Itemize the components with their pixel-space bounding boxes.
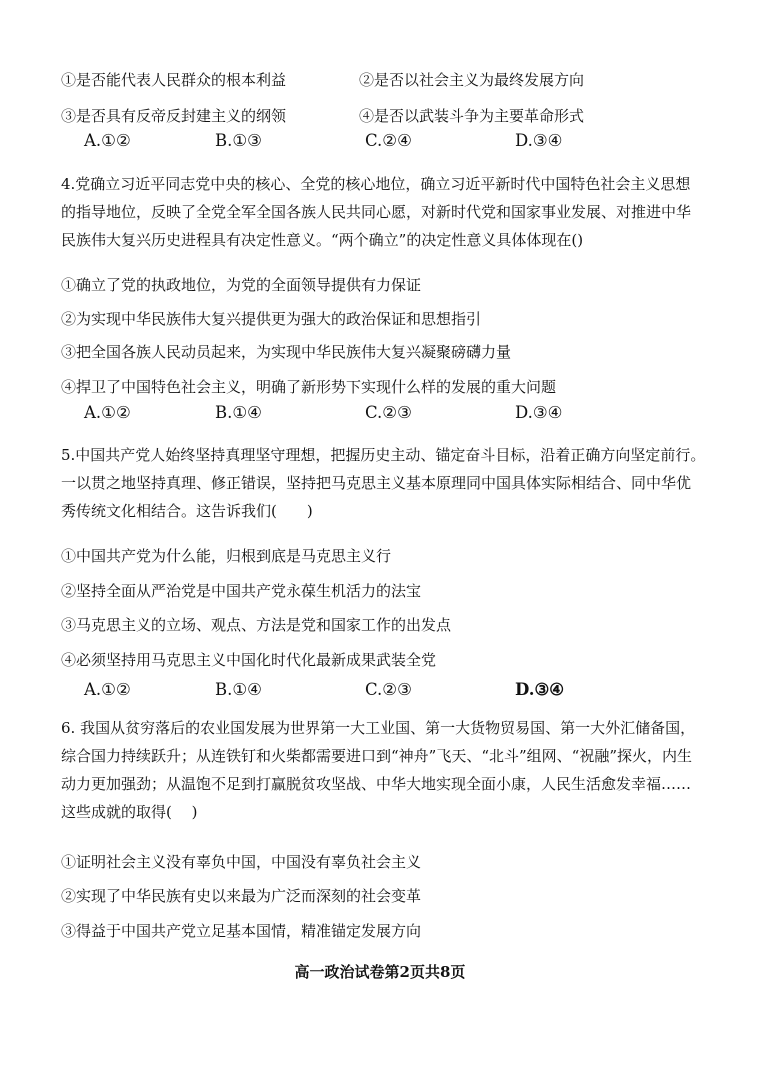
q6-option-2: ②实现了中华民族有史以来最为广泛而深刻的社会变革 (61, 887, 422, 905)
q5-stem-line: 一以贯之地坚持真理、修正错误，坚持把马克思主义基本原理同中国具体实际相结合、同中华优 (61, 474, 692, 492)
q3-option-4: ④是否以武装斗争为主要革命形式 (359, 107, 585, 125)
q4-option-3: ③把全国各族人民动员起来，为实现中华民族伟大复兴凝聚磅礴力量 (61, 343, 512, 361)
q4-stem-line: 民族伟大复兴历史进程具有决定性意义。“两个确立”的决定性意义具体体现在() (61, 231, 584, 249)
q5-answer-a: A.①② (84, 680, 131, 699)
q3-answer-d: D.③④ (515, 131, 563, 150)
q4-stem (61, 170, 701, 254)
q5-option-1: ①中国共产党为什么能，归根到底是马克思主义行 (61, 547, 392, 565)
q6-stem-line: 综合国力持续跃升；从连铁钉和火柴都需要进口到“神舟”飞天、“北斗”组网、“祝融”探火，内生 (61, 747, 693, 765)
q5-option-4: ④必须坚持用马克思主义中国化时代化最新成果武装全党 (61, 651, 437, 669)
q3-answer-b: B.①③ (215, 131, 262, 150)
q5-answer-d: D.③④ (515, 680, 565, 699)
q6-stem (61, 714, 701, 826)
q4-option-1: ①确立了党的执政地位，为党的全面领导提供有力保证 (61, 276, 422, 294)
q3-option-2: ②是否以社会主义为最终发展方向 (359, 71, 585, 89)
q3-answer-a: A.①② (84, 131, 131, 150)
q4-option-2: ②为实现中华民族伟大复兴提供更为强大的政治保证和思想指引 (61, 310, 482, 328)
q6-option-3: ③得益于中国共产党立足基本国情，精准锚定发展方向 (61, 922, 422, 940)
q6-option-1: ①证明社会主义没有辜负中国，中国没有辜负社会主义 (61, 853, 422, 871)
q4-answer-b: B.①④ (215, 403, 262, 422)
q6-stem-line: 动力更加强劲；从温饱不足到打赢脱贫攻坚战、中华大地实现全面小康，人民生活愈发幸福…… (61, 775, 692, 793)
q3-answer-c: C.②④ (365, 131, 412, 150)
q5-option-2: ②坚持全面从严治党是中国共产党永葆生机活力的法宝 (61, 582, 422, 600)
q5-answer-c: C.②③ (365, 680, 412, 699)
q5-answer-b: B.①④ (215, 680, 262, 699)
q4-answer-d: D.③④ (515, 403, 563, 422)
page-footer: 高一政治试卷第2页共8页 (294, 963, 466, 981)
q6-stem-line: 6. 我国从贫穷落后的农业国发展为世界第一大工业国、第一大货物贸易国、第一大外汇储备国， (61, 719, 696, 737)
q4-stem-line: 4.党确立习近平同志党中央的核心、全党的核心地位，确立习近平新时代中国特色社会主义思想 (61, 175, 691, 193)
q4-answer-a: A.①② (84, 403, 131, 422)
q3-option-3: ③是否具有反帝反封建主义的纲领 (61, 107, 287, 125)
q6-stem-line: 这些成就的取得( ) (61, 803, 198, 821)
q4-answer-c: C.②③ (365, 403, 412, 422)
q4-option-4: ④捍卫了中国特色社会主义，明确了新形势下实现什么样的发展的重大问题 (61, 378, 557, 396)
q5-stem-line: 5.中国共产党人始终坚持真理坚守理想，把握历史主动、锚定奋斗目标，沿着正确方向坚定前行。 (61, 446, 706, 464)
q5-stem-line: 秀传统文化相结合。这告诉我们( ) (61, 502, 313, 520)
q3-option-1: ①是否能代表人民群众的根本利益 (61, 71, 287, 89)
q5-stem (61, 441, 706, 525)
q5-option-3: ③马克思主义的立场、观点、方法是党和国家工作的出发点 (61, 616, 452, 634)
q4-stem-line: 的指导地位，反映了全党全军全国各族人民共同心愿，对新时代党和国家事业发展、对推进中华 (61, 203, 692, 221)
